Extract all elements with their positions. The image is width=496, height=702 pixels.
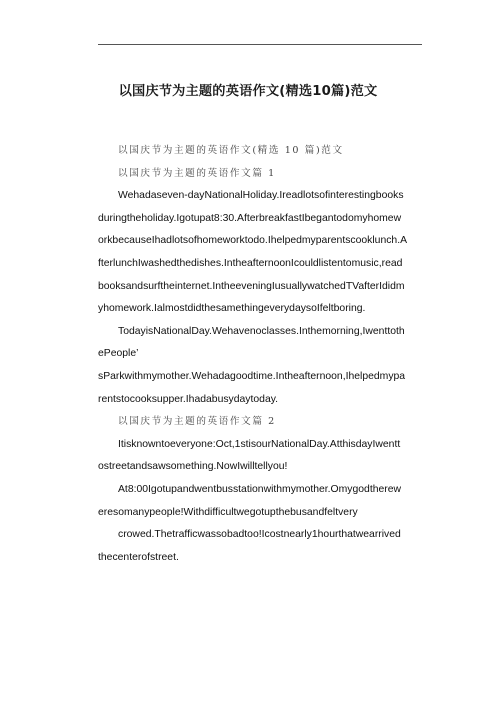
paragraph-line: crowed.Thetrafficwassobadtoo!Icostnearly1hourthatwearrived	[118, 529, 401, 541]
paragraph-line: duringtheholiday.Igotupat8:30.AfterbreakfastIbegantodomyhomew	[98, 212, 402, 224]
paragraph-line: Wehadaseven-dayNationalHoliday.Ireadlotsofinterestingbooks	[118, 190, 404, 202]
document-title: 以国庆节为主题的英语作文(精选10篇)范文	[118, 84, 378, 99]
section-heading-2: 以国庆节为主题的英语作文篇 2	[118, 416, 276, 428]
paragraph-line: ostreetandsawsomething.NowIwilltellyou!	[98, 461, 288, 473]
paragraph-line: eresomanypeople!Withdifficultwegotupthebusandfeltvery	[98, 506, 358, 518]
paragraph-line: fterlunchIwashedthedishes.IntheafternoonIcouldlistentomusic,read	[98, 257, 403, 269]
header-rule	[98, 44, 422, 45]
paragraph-line: booksandsurftheinternet.IntheeveningIusuallywatchedTVafterIdidm	[98, 280, 405, 292]
paragraph-line: Itisknowntoeveryone:Oct,1stisourNationalDay.AtthisdayIwentt	[118, 438, 401, 450]
paragraph-line: sParkwithmymother.Wehadagoodtime.Intheafternoon,Ihelpedmypa	[98, 370, 406, 382]
paragraph-line: thecenterofstreet.	[98, 551, 179, 563]
paragraph-line: TodayisNationalDay.Wehavenoclasses.Inthemorning,Iwenttoth	[118, 325, 405, 337]
document-body	[98, 140, 424, 569]
section-heading-1: 以国庆节为主题的英语作文篇 1	[118, 167, 276, 179]
paragraph-line: At8:00Igotupandwentbusstationwithmymother.Omygodtherew	[118, 483, 402, 495]
paragraph-line: orkbecauseIhadlotsofhomeworktodo.Ihelpedmyparentscooklunch.A	[98, 235, 408, 247]
paragraph-line: rentstocooksupper.Ihadabusydaytoday.	[98, 393, 279, 405]
paragraph-line: yhomework.IalmostdidthesamethingeverydaysoIfeltboring.	[98, 303, 366, 315]
paragraph-line: ePeople’	[98, 348, 139, 360]
subtitle-line: 以国庆节为主题的英语作文(精选 10 篇)范文	[118, 145, 344, 156]
